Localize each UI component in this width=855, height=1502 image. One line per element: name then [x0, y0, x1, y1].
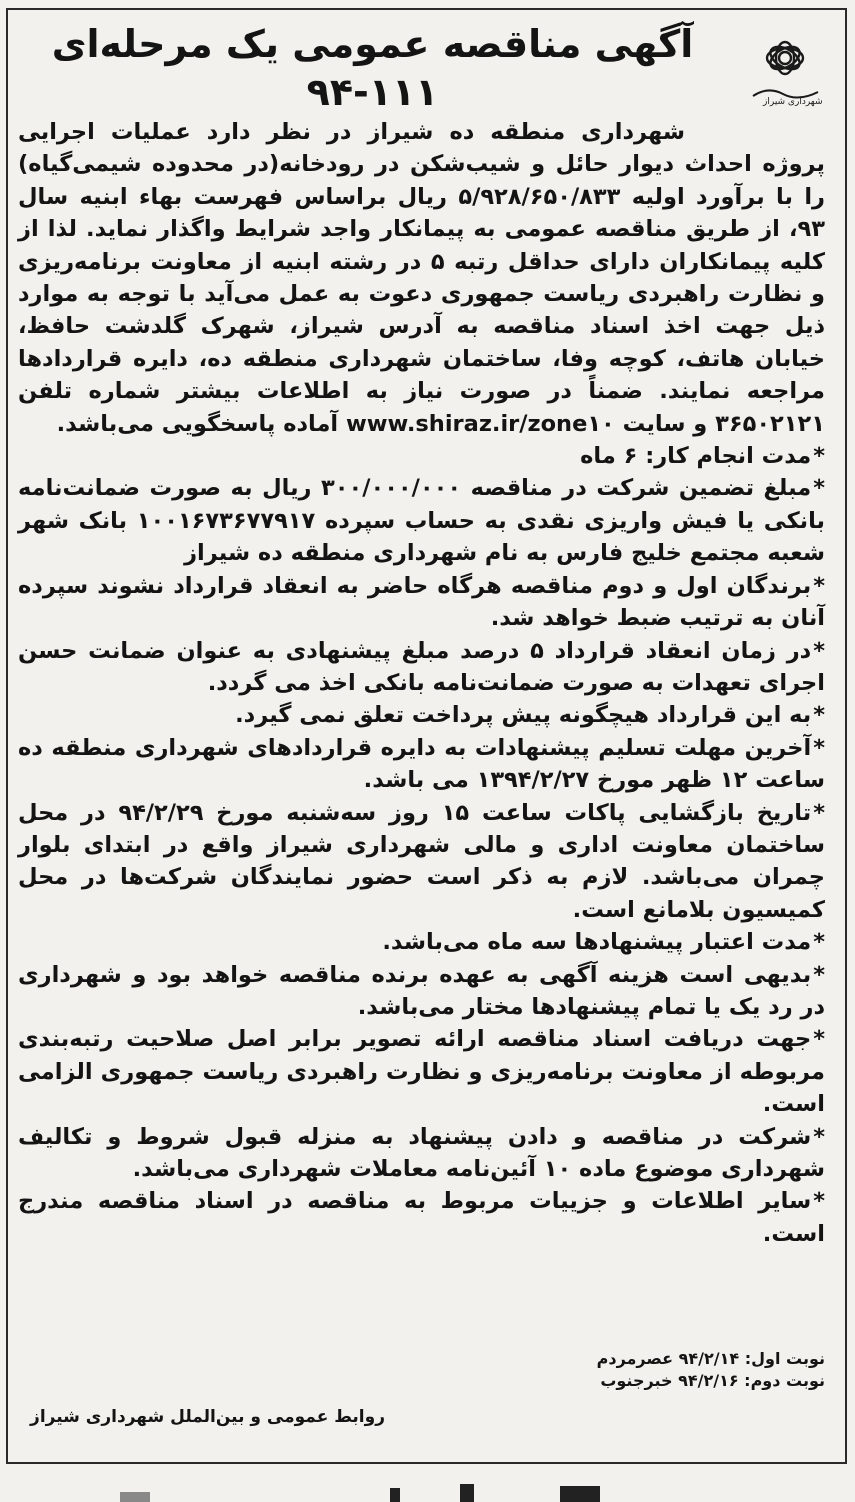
second-notice: نوبت دوم: ۹۴/۲/۱۶ خبرجنوب	[600, 1371, 825, 1390]
ad-heading: آگهی مناقصه عمومی یک مرحله‌ای	[51, 22, 694, 66]
condition-item: *به این قرارداد هیچگونه پیش پرداخت تعلق نمی گیرد.	[235, 702, 825, 729]
ad-body	[18, 116, 825, 1250]
publication-notices	[597, 1348, 825, 1392]
condition-item: *شرکت در مناقصه و دادن پیشنهاد به منزله قبول شروط و تکالیف شهرداری موضوع ماده ۱۰ آئین‌نامه معاملات شهرداری می‌باشد.	[18, 1123, 825, 1182]
condition-item: *تاریخ بازگشایی پاکات ساعت ۱۵ روز سه‌شنبه مورخ ۹۴/۲/۲۹ در محل ساختمان معاونت اداری و مالی شهرداری شیراز واقع در ابتدای بلوار چمران می‌باشد. لازم به ذکر است حضور نمایندگان شرکت‌ها در محل کمیسیون بلامانع است.	[18, 799, 825, 923]
ad-title	[40, 20, 705, 116]
first-notice: نوبت اول: ۹۴/۲/۱۴ عصرمردم	[596, 1349, 825, 1368]
condition-item: *مبلغ تضمین شرکت در مناقصه ۳۰۰/۰۰۰/۰۰۰ ریال به صورت ضمانت‌نامه بانکی یا فیش واریزی نقدی به حساب سپرده ۱۰۰۱۶۷۳۶۷۷۹۱۷ بانک شهر شعبه مجتمع خلیج فارس به نام شهرداری منطقه ده شیراز	[18, 475, 826, 567]
condition-item: *برندگان اول و دوم مناقصه هرگاه حاضر به انعقاد قرارداد نشوند سپرده آنان به ترتیب ضبط خواهد شد.	[18, 572, 825, 632]
svg-text:شهرداری شیراز: شهرداری شیراز	[763, 97, 823, 107]
condition-item: *جهت دریافت اسناد مناقصه ارائه تصویر برابر اصل صلاحیت رتبه‌بندی مربوطه از معاونت برنامه‌ریزی و نظارت راهبردی ریاست جمهوری الزامی است.	[18, 1026, 825, 1118]
signature-line: روابط عمومی و بین‌الملل شهرداری شیراز	[30, 1407, 385, 1427]
condition-item: *مدت انجام کار: ۶ ماه	[580, 443, 825, 470]
shiraz-municipality-logo-icon	[723, 20, 833, 110]
condition-item: *مدت اعتبار پیشنهادها سه ماه می‌باشد.	[382, 929, 825, 956]
tender-number: ۹۴-۱۱۱	[306, 70, 439, 114]
intro-paragraph: شهرداری منطقه ده شیراز در نظر دارد عملیات اجرایی پروژه احداث دیوار حائل و شیب‌شکن در رودخانه(در محدوده شیمی‌گیاه) را با برآورد اولیه ۵/۹۲۸/۶۵۰/۸۳۳ ریال براساس فهرست بهاء ابنیه سال ۹۳، از طریق مناقصه عمومی به پیمانکار واجد شرایط واگذار نماید. لذا از کلیه پیمانکاران دارای حداقل رتبه ۵ در رشته ابنیه از معاونت برنامه‌ریزی و نظارت راهبردی ریاست جمهوری دعوت به عمل می‌آید با توجه به موارد ذیل جهت اخذ اسناد مناقصه به آدرس شیراز، شهرک گلدشت حافظ، خیابان هاتف، کوچه وفا، ساختمان شهرداری منطقه ده، دایره قراردادها مراجعه نمایند. ضمناً در صورت نیاز به اطلاعات بیشتر شماره تلفن ۳۶۵۰۲۱۲۱ و سایت www.shiraz.ir/zone۱۰ آماده پاسخگویی می‌باشد.	[18, 119, 825, 437]
next-ad-edge	[0, 1478, 855, 1502]
condition-item: *در زمان انعقاد قرارداد ۵ درصد مبلغ پیشنهادی به عنوان ضمانت حسن اجرای تعهدات به صورت ضمانت‌نامه بانکی اخذ می گردد.	[18, 637, 825, 696]
condition-item: *بدیهی است هزینه آگهی به عهده برنده مناقصه خواهد بود و شهرداری در رد یک یا تمام پیشنهادها مختار می‌باشد.	[18, 961, 825, 1020]
condition-item: *آخرین مهلت تسلیم پیشنهادات به دایره قراردادهای شهرداری منطقه ده ساعت ۱۲ ظهر مورخ ۱۳۹۴/۲/۲۷ می باشد.	[18, 734, 825, 794]
condition-item: *سایر اطلاعات و جزییات مربوط به مناقصه در اسناد مناقصه مندرج است.	[18, 1188, 825, 1247]
